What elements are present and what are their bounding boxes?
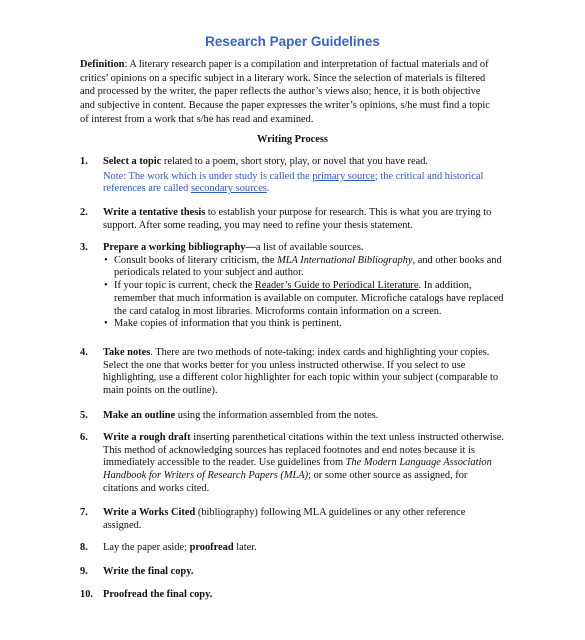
bullet-item xyxy=(103,318,505,331)
step-text: (bibliography) following MLA guidelines or any other reference assigned. xyxy=(103,507,466,531)
step-number: 9. xyxy=(80,566,88,577)
step-item xyxy=(80,507,510,532)
bullet-text: If your topic is current, check the xyxy=(114,280,255,292)
source-note xyxy=(103,171,505,196)
step-lead: Select a topic xyxy=(103,156,162,167)
bullet-text: Make copies of information that you think is pertinent. xyxy=(114,318,342,330)
step-lead: proofread xyxy=(189,542,234,553)
step-number: 4. xyxy=(80,347,88,358)
step-item xyxy=(80,207,510,232)
document-title: Research Paper Guidelines xyxy=(205,34,380,49)
step-text: a list of available sources. xyxy=(255,242,364,253)
step-item xyxy=(80,347,510,398)
mla-handbook-title: The Modern Language Association Handbook for Writers of Research Papers (MLA) xyxy=(103,457,492,482)
step-lead: Write a rough draft xyxy=(103,432,191,443)
definition-paragraph xyxy=(80,58,496,127)
step-number: 8. xyxy=(80,542,88,553)
step-item xyxy=(80,542,510,555)
step-number: 7. xyxy=(80,507,88,518)
step-number: 5. xyxy=(80,410,88,421)
step-number: 10. xyxy=(80,589,93,600)
step-number: 2. xyxy=(80,207,88,218)
step-lead: Write the final copy. xyxy=(103,566,194,577)
section-heading: Writing Process xyxy=(257,134,328,145)
step-text: ; or some other source as assigned, for citations and works cited. xyxy=(103,470,468,494)
step-text: . There are two methods of note-taking: index cards and highlighting your copies. Select the one that works better for you unless instructed otherwise. If you select to use highlighting, use a different color highlighter for each topic within your subject (comparable to main points on the outline). xyxy=(103,347,499,397)
bullet-text: Consult books of literary criticism, the xyxy=(114,254,278,266)
bullet-italic: MLA International Bibliography xyxy=(277,254,413,266)
step-item xyxy=(80,566,510,579)
bullet-glyph: • xyxy=(104,318,108,330)
step-number: 6. xyxy=(80,432,88,443)
step-number: 3. xyxy=(80,242,88,253)
primary-source-link[interactable]: primary source xyxy=(312,170,375,182)
step-text: using the information assembled from the notes. xyxy=(175,410,379,421)
step-number: 1. xyxy=(80,156,88,167)
secondary-sources-link[interactable]: secondary sources xyxy=(190,183,267,195)
readers-guide-link[interactable]: Reader’s Guide to Periodical Literature xyxy=(254,280,419,292)
step-lead: Proofread the final copy. xyxy=(103,589,213,600)
note-text: ; the critical and historical references are called xyxy=(103,170,484,195)
step-text: later. xyxy=(233,542,257,553)
bullet-text: . In addition, remember that much information is available on computer. Microfiche catalogs have replaced the card catalog in most libraries. Microforms contain information on a screen. xyxy=(114,280,504,317)
step-text: inserting parenthetical citations within the text unless instructed otherwise. This method of acknowledging sources has replaced footnotes and end notes because it is immediately accessible to the reader. Use guidelines from xyxy=(103,432,505,469)
note-text: Note: The work which is under study is called the xyxy=(103,170,313,182)
bullet-glyph: • xyxy=(104,254,108,266)
step-lead: Write a tentative thesis xyxy=(103,207,206,218)
bullet-item xyxy=(103,255,505,280)
definition-term: Definition xyxy=(80,59,125,70)
step-text: Lay the paper aside; xyxy=(103,542,190,553)
step-lead: Take notes xyxy=(103,347,151,358)
step-text: to establish your purpose for research. This is what you are trying to support. After some reading, you may need to refine your thesis statement. xyxy=(103,207,492,231)
bullet-text: , and other books and periodicals related to your subject and author. xyxy=(114,254,502,279)
step-item xyxy=(80,410,510,423)
step-text: related to a poem, short story, play, or novel that you have read. xyxy=(161,156,429,167)
step-lead: Write a Works Cited xyxy=(103,507,196,518)
step-item xyxy=(80,156,510,196)
step-lead: Prepare a working bibliography— xyxy=(103,242,256,253)
step-item xyxy=(80,242,510,331)
note-text: . xyxy=(266,183,270,195)
definition-text: : A literary research paper is a compilation and interpretation of factual materials and of critics’ opinions on a specific subject in a literary work. Since the selection of materials is filtered and processed by the writer, the paper reflects the author’s views also; hence, it is both objective and subjective in content. Because the paper expresses the writer’s opinions, s/he must find a topic of interest from a work that s/he has read and examined. xyxy=(80,59,490,125)
step-item xyxy=(80,432,510,496)
bullet-glyph: • xyxy=(104,280,108,292)
step-lead: Make an outline xyxy=(103,410,176,421)
bullet-item xyxy=(103,280,505,318)
step-item xyxy=(80,589,510,602)
